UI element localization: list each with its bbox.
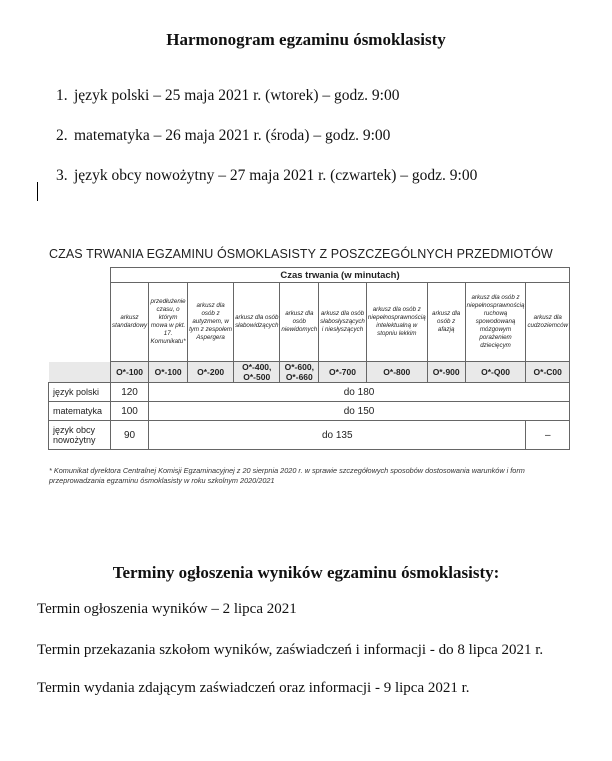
category-header: arkusz dla osób słabowidzących xyxy=(234,283,280,362)
standard-duration-cell: 120 xyxy=(111,383,149,402)
table-title: CZAS TRWANIA EGZAMINU ÓSMOKLASISTY Z POSZCZEGÓLNYCH PRZEDMIOTÓW xyxy=(49,247,553,261)
schedule-item xyxy=(56,166,477,206)
schedule-item xyxy=(56,126,477,166)
table-row xyxy=(49,421,570,450)
schedule-item-text: matematyka – 26 maja 2021 r. (środa) – godz. 9:00 xyxy=(74,127,391,144)
schedule-item-text: język obcy nowożytny – 27 maja 2021 r. (czwartek) – godz. 9:00 xyxy=(74,167,478,184)
table-row xyxy=(49,402,570,421)
sheet-code: O*-100 xyxy=(149,362,188,383)
exam-schedule-list xyxy=(56,86,477,206)
empty-corner xyxy=(49,362,111,383)
text-cursor xyxy=(37,182,38,201)
extended-duration-cell: do 150 xyxy=(149,402,570,421)
sheet-code: O*-700 xyxy=(319,362,367,383)
sheet-code: O*-C00 xyxy=(526,362,570,383)
results-line: Termin wydania zdającym zaświadczeń oraz informacji - 9 lipca 2021 r. xyxy=(37,680,470,696)
category-header: arkusz dla osób z niepełnosprawnością intelektualną w stopniu lekkim xyxy=(366,283,427,362)
sheet-code: O*-900 xyxy=(427,362,465,383)
subject-cell: matematyka xyxy=(49,402,111,421)
schedule-item-number: 3. xyxy=(56,167,68,184)
extended-duration-cell: do 180 xyxy=(149,383,570,402)
sheet-code: O*-400, O*-500 xyxy=(234,362,280,383)
category-header: arkusz dla cudzoziemców xyxy=(526,283,570,362)
category-header: przedłużenie czasu, o którym mowa w pkt. 17. Komunikatu* xyxy=(149,283,188,362)
exam-duration-table xyxy=(48,267,570,450)
category-header: arkusz dla osób słabosłyszących i niesłyszących xyxy=(319,283,367,362)
results-line: Termin ogłoszenia wyników – 2 lipca 2021 xyxy=(37,601,297,617)
page-title: Harmonogram egzaminu ósmoklasisty xyxy=(166,30,446,49)
sheet-code: O*-Q00 xyxy=(465,362,526,383)
schedule-item xyxy=(56,86,477,126)
category-header: arkusz dla osób z niepełnosprawnością ruchową spowodowaną mózgowym porażeniem dziecięcym xyxy=(465,283,526,362)
category-header: arkusz dla osób z autyzmem, w tym z zespołem Aspergera xyxy=(188,283,234,362)
schedule-item-text: język polski – 25 maja 2021 r. (wtorek) – godz. 9:00 xyxy=(74,87,400,104)
table-row xyxy=(49,383,570,402)
empty-corner xyxy=(49,268,111,283)
category-header: arkusz dla osób niewidomych xyxy=(280,283,319,362)
subject-cell: język obcy nowożytny xyxy=(49,421,111,450)
sheet-code: O*-600, O*-660 xyxy=(280,362,319,383)
category-header: arkusz standardowy xyxy=(111,283,149,362)
foreigner-duration-cell: – xyxy=(526,421,570,450)
results-heading: Terminy ogłoszenia wyników egzaminu ósmoklasisty: xyxy=(112,563,500,582)
table-footnote: * Komunikat dyrektora Centralnej Komisji Egzaminacyjnej z 20 sierpnia 2020 r. w sprawie szczegółowych sposobów dostosowania warunków i form przeprowadzania egzaminu ósmoklasisty w roku szkolnym 2020/2021 xyxy=(49,466,525,485)
empty-corner xyxy=(49,283,111,362)
sheet-code: O*-800 xyxy=(366,362,427,383)
results-line: Termin przekazania szkołom wyników, zaświadczeń i informacji - do 8 lipca 2021 r. xyxy=(37,642,544,658)
sheet-code: O*-100 xyxy=(111,362,149,383)
schedule-item-number: 1. xyxy=(56,87,68,104)
extended-duration-cell: do 135 xyxy=(149,421,526,450)
schedule-item-number: 2. xyxy=(56,127,68,144)
subject-cell: język polski xyxy=(49,383,111,402)
standard-duration-cell: 90 xyxy=(111,421,149,450)
table-header-duration: Czas trwania (w minutach) xyxy=(111,268,570,283)
standard-duration-cell: 100 xyxy=(111,402,149,421)
category-header: arkusz dla osób z afazją xyxy=(427,283,465,362)
sheet-code: O*-200 xyxy=(188,362,234,383)
